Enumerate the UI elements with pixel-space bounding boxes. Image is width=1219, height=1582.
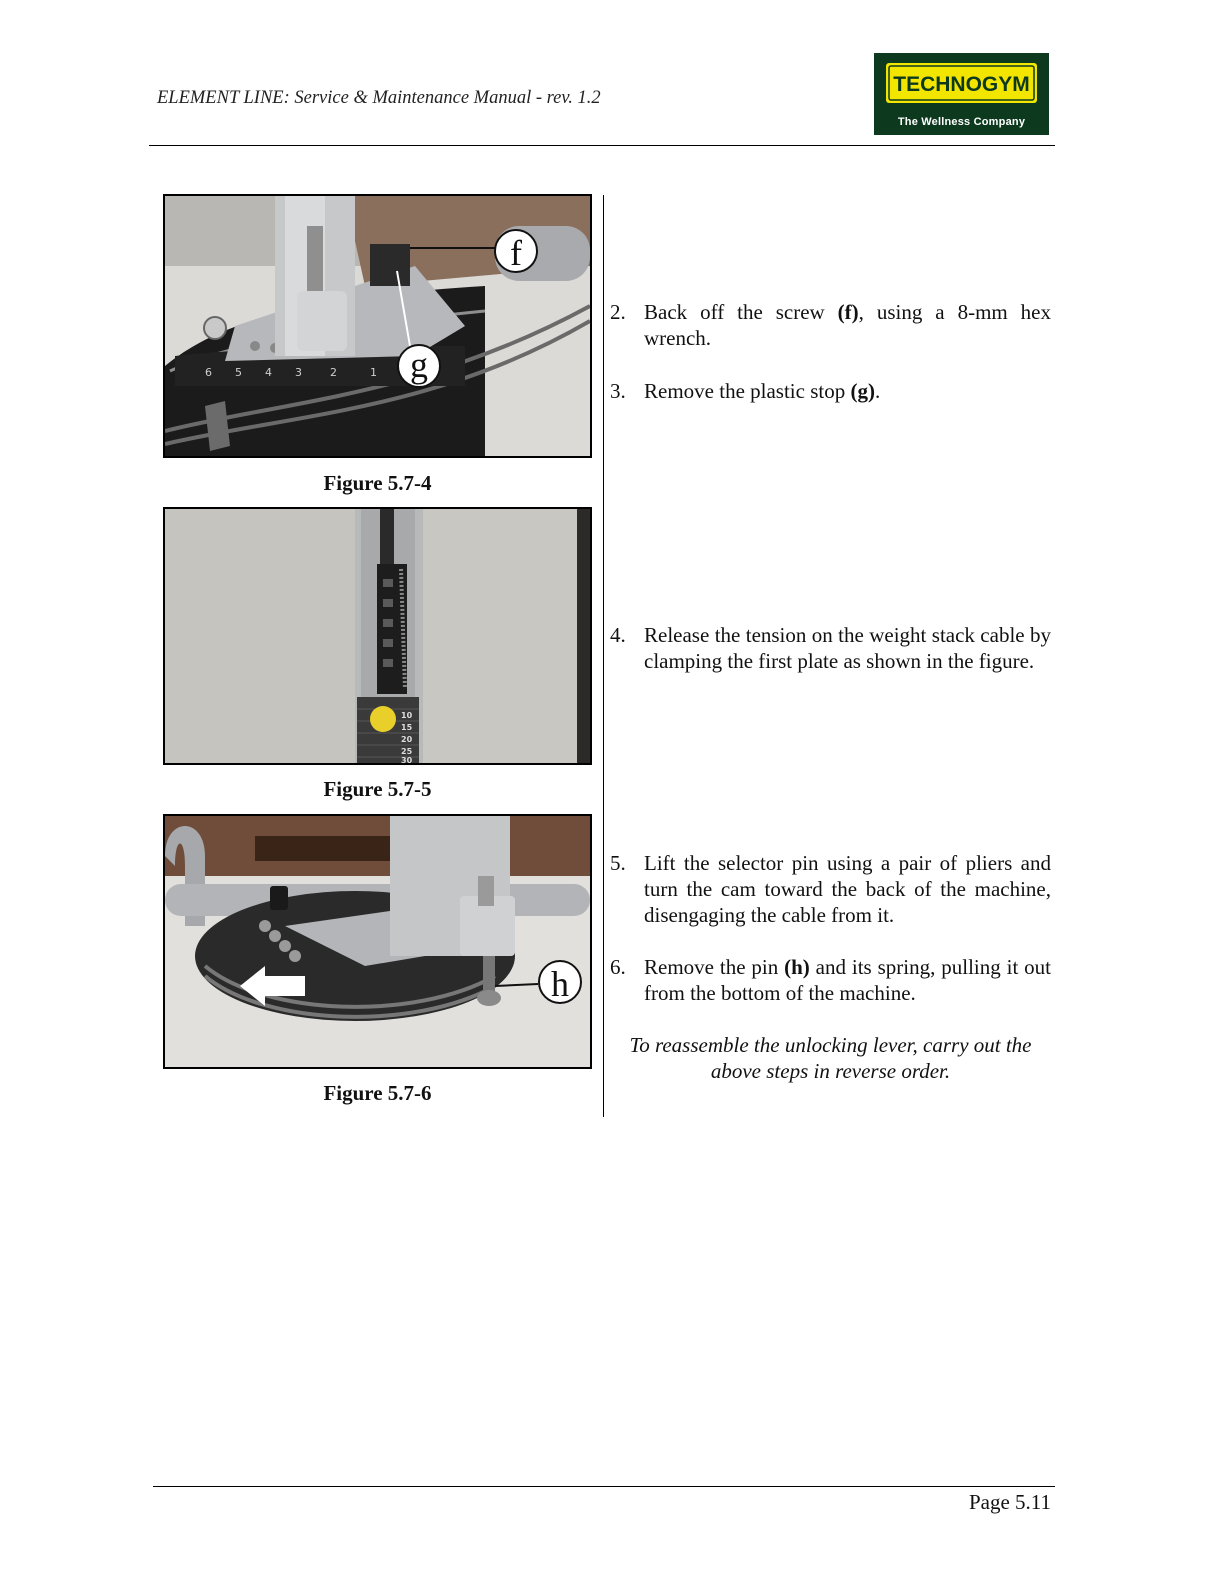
step-text: , using a 8-mm hex wrench.	[644, 300, 1051, 350]
figure-5-7-4-photo	[163, 194, 592, 458]
dial-number: 4	[265, 366, 272, 379]
step-ref: (f)	[837, 300, 859, 324]
dial-number: 6	[205, 366, 212, 379]
step-ref: (h)	[784, 955, 810, 979]
step-text: Back off the screw	[644, 300, 838, 324]
dial-number: 2	[330, 366, 337, 379]
figure-caption: Figure 5.7-4	[323, 471, 432, 495]
cam-and-pin-illustration	[165, 816, 590, 1067]
weight-label: 15	[401, 723, 413, 732]
step-number: 2.	[610, 300, 626, 324]
dial-number: 3	[295, 366, 302, 379]
step-item	[610, 954, 1051, 1006]
figure-caption: Figure 5.7-6	[323, 1081, 432, 1105]
reassembly-note: To reassemble the unlocking lever, carry out the above steps in reverse order.	[629, 1033, 1032, 1083]
step-item	[610, 299, 1051, 351]
figure-caption: Figure 5.7-5	[323, 777, 432, 801]
step-text: Remove the plastic stop	[644, 379, 851, 403]
figure-5-7-5-photo	[163, 507, 592, 765]
step-number: 6.	[610, 955, 626, 979]
technogym-wordmark	[886, 63, 1037, 103]
callout-f-label: f	[510, 233, 522, 273]
column-divider	[603, 195, 604, 1117]
step-text: and its spring, pulling it out from the bottom of the machine.	[644, 955, 1051, 1005]
step-number: 3.	[610, 379, 626, 403]
step-text: Lift the selector pin using a pair of pliers and turn the cam toward the back of the machine, disengaging the cable from it.	[644, 851, 1051, 927]
dial-number: 5	[235, 366, 242, 379]
step-item	[610, 850, 1051, 928]
logo-brand-text: TECHNOGYM	[893, 73, 1030, 96]
weight-stack-illustration	[165, 509, 590, 763]
step-text: Release the tension on the weight stack cable by clamping the first plate as shown in the figure.	[644, 623, 1051, 673]
weight-label: 30	[401, 756, 413, 763]
callout-h-label: h	[551, 964, 569, 1004]
step-ref: (g)	[850, 379, 875, 403]
step-number: 5.	[610, 851, 626, 875]
dial-number: 1	[370, 366, 377, 379]
step-text: Remove the pin	[644, 955, 785, 979]
footer-rule	[153, 1486, 1055, 1487]
logo-tagline: The Wellness Company	[897, 116, 1026, 128]
step-number: 4.	[610, 623, 626, 647]
callout-g-label: g	[410, 345, 428, 385]
technogym-logo	[874, 53, 1049, 135]
figure-5-7-6-photo	[163, 814, 592, 1069]
weight-label: 20	[401, 735, 413, 744]
document-title: ELEMENT LINE: Service & Maintenance Manual - rev. 1.2	[157, 88, 601, 108]
weight-label: 25	[401, 747, 413, 756]
step-item	[610, 378, 1051, 404]
step-text: .	[874, 379, 881, 403]
weight-label: 10	[401, 711, 413, 720]
header-rule	[149, 145, 1055, 146]
step-item	[610, 622, 1051, 674]
page-number: Page 5.11	[968, 1490, 1051, 1514]
selector-dial-illustration	[165, 196, 590, 456]
